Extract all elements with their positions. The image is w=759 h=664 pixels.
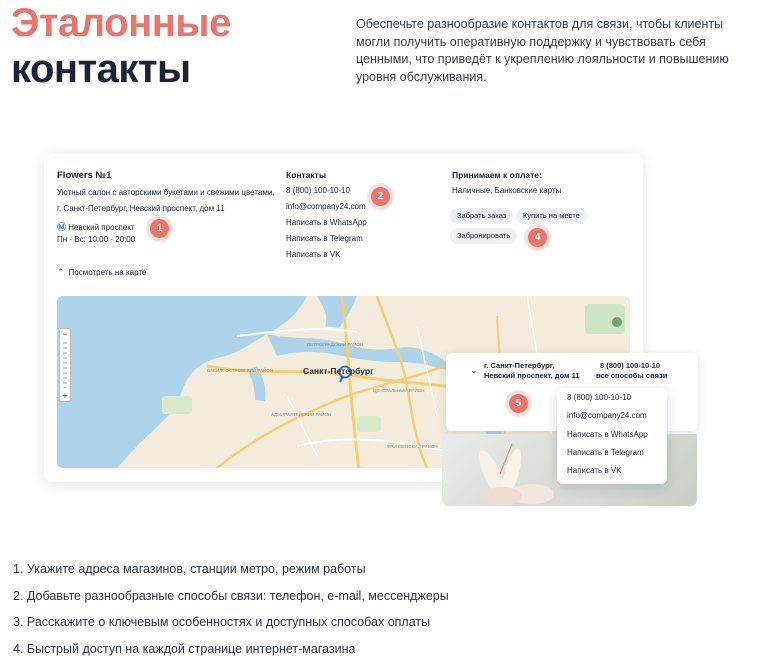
contact-email-link[interactable]: info@company24.com bbox=[286, 202, 366, 211]
list-item: 4. Быстрый доступ на каждой странице интернет-магазина bbox=[13, 641, 356, 656]
dropdown-whatsapp-link[interactable]: Написать в WhatsApp bbox=[567, 430, 648, 439]
contact-methods-dropdown bbox=[557, 388, 667, 484]
map-district-label: ПЕТРОГРАДСКИЙ РАЙОН bbox=[307, 342, 363, 347]
dropdown-email-link[interactable]: info@company24.com bbox=[567, 411, 647, 420]
store-address: г. Санкт-Петербург, Невский проспект, дом 11 bbox=[57, 204, 225, 213]
map-district-label: ВАСИЛЕОСТРОВСКИЙ РАЙОН bbox=[207, 368, 274, 373]
buy-on-site-button[interactable]: Купить на месте bbox=[516, 208, 587, 224]
callout-badge-1: 1 bbox=[150, 219, 169, 238]
list-item: 3. Расскажите о ключевым особенностях и доступных способах оплаты bbox=[13, 615, 431, 629]
dropdown-phone-link[interactable]: 8 (800) 100-10-10 bbox=[567, 393, 632, 402]
chevron-down-icon[interactable]: ⌄ bbox=[470, 365, 478, 375]
callout-badge-2: 2 bbox=[371, 187, 390, 206]
map-district-label: АДМИРАЛТЕЙСКИЙ РАЙОН bbox=[271, 412, 332, 417]
contact-vk-link[interactable]: Написать в VK bbox=[286, 250, 341, 259]
metro-icon: Ⓜ bbox=[57, 222, 67, 232]
zoom-out-button[interactable]: − bbox=[62, 329, 68, 339]
zoom-in-button[interactable]: + bbox=[62, 391, 68, 401]
page-title-line1: Эталонные bbox=[11, 1, 231, 45]
list-item: 1. Укажите адреса магазинов, станции метро, режим работы bbox=[13, 562, 366, 576]
page-title-line2: контакты bbox=[11, 47, 191, 91]
contacts-widget-card bbox=[44, 154, 643, 482]
payment-heading: Принимаем к оплате: bbox=[452, 170, 542, 180]
popup-address-line2: Невский проспект, дом 11 bbox=[484, 371, 580, 380]
map-district-label: ФРУНЗЕНСКИЙ РАЙОН bbox=[387, 444, 438, 449]
contact-telegram-link[interactable]: Написать в Telegram bbox=[286, 234, 363, 243]
pickup-order-button[interactable]: Забрать заказ bbox=[450, 208, 513, 224]
reserve-button[interactable]: Забронировать bbox=[450, 228, 517, 244]
map-district-label: ЦЕНТРАЛЬНЫЙ РАЙОН bbox=[373, 388, 425, 393]
store-name: Flowers №1 bbox=[57, 170, 112, 181]
map-city-label: Санкт-Петербург bbox=[303, 366, 374, 376]
store-metro bbox=[57, 220, 135, 233]
popup-phone[interactable]: 8 (800) 100-10-10 bbox=[600, 361, 661, 370]
map-zoom-control[interactable] bbox=[59, 328, 71, 402]
page-title bbox=[11, 0, 231, 92]
metro-station: Невский проспект bbox=[68, 223, 135, 232]
show-on-map-label: Посмотреть на карте bbox=[68, 268, 147, 277]
contact-phone-link[interactable]: 8 (800) 100-10-10 bbox=[286, 186, 351, 195]
dropdown-vk-link[interactable]: Написать в VK bbox=[567, 466, 622, 475]
contacts-heading: Контакты bbox=[286, 170, 327, 180]
dropdown-telegram-link[interactable]: Написать в Telegram bbox=[567, 448, 644, 457]
popup-address-line1: г. Санкт-Петербург, bbox=[484, 361, 555, 370]
callout-badge-4: 4 bbox=[528, 228, 547, 247]
page-description: Обеспечьте разнообразие контактов для связи, чтобы клиенты могли получить оперативную поддержку и чувствовать себя ценными, что приведёт к укреплению лояльности и повышению уровня обслуживания. bbox=[356, 17, 729, 84]
all-contact-methods-toggle[interactable]: все способы связи bbox=[596, 371, 668, 380]
contact-whatsapp-link[interactable]: Написать в WhatsApp bbox=[286, 218, 367, 227]
chevron-up-icon: ⌃ bbox=[57, 267, 65, 277]
store-tagline: Уютный салон с авторскими букетами и свежими цветами. bbox=[57, 188, 275, 197]
callout-badge-5: 5 bbox=[509, 394, 528, 413]
payment-methods: Наличные, Банковские карты bbox=[452, 186, 562, 195]
features-list bbox=[13, 560, 449, 664]
store-hours: Пн - Вс: 10:00 - 20:00 bbox=[57, 235, 136, 244]
list-item: 2. Добавьте разнообразные способы связи: телефон, e-mail, мессенджеры bbox=[13, 588, 449, 603]
zoom-slider[interactable] bbox=[63, 342, 67, 388]
show-on-map-toggle[interactable] bbox=[57, 267, 146, 278]
